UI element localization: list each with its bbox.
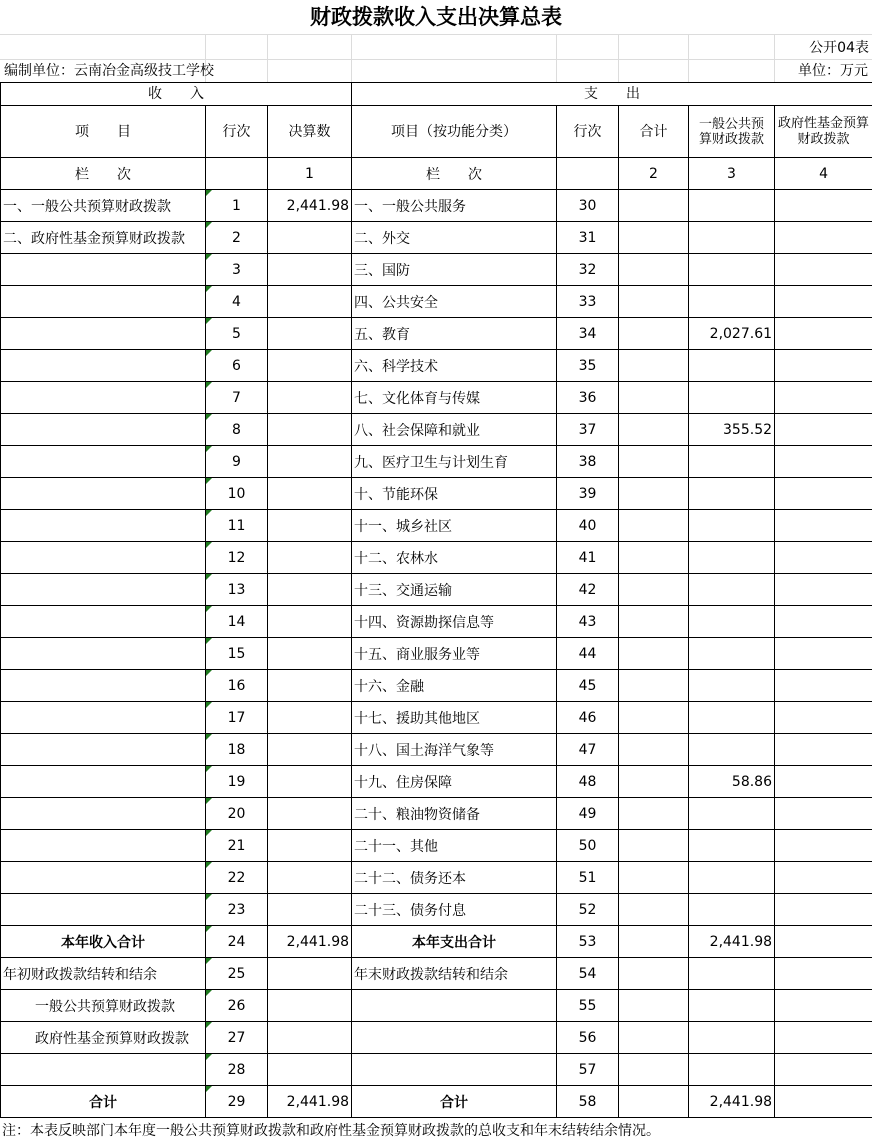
income-row-no-cell: 8 xyxy=(206,414,268,446)
expense-total-cell xyxy=(619,798,689,830)
expense-total-cell xyxy=(619,1086,689,1118)
income-amount-cell xyxy=(268,830,352,862)
expense-gov-fund-cell xyxy=(775,606,872,638)
income-row-no-cell: 28 xyxy=(206,1054,268,1086)
income-item-cell xyxy=(1,734,206,766)
expense-total-cell xyxy=(619,414,689,446)
column-label: 栏 次 xyxy=(1,158,206,190)
empty-cell xyxy=(557,158,619,190)
expense-general-budget-cell: 58.86 xyxy=(689,766,775,798)
table-row xyxy=(1,990,872,1022)
income-amount-cell xyxy=(268,446,352,478)
expense-gov-fund-cell xyxy=(775,862,872,894)
column-index: 2 xyxy=(619,158,689,190)
expense-row-no-cell: 41 xyxy=(557,542,619,574)
expense-gov-fund-cell xyxy=(775,1022,872,1054)
expense-general-budget-cell xyxy=(689,830,775,862)
income-row-no-cell: 13 xyxy=(206,574,268,606)
expense-total-cell xyxy=(619,734,689,766)
income-amount-cell xyxy=(268,670,352,702)
expense-row-no-cell: 58 xyxy=(557,1086,619,1118)
expense-general-budget-cell xyxy=(689,606,775,638)
expense-item-cell: 十二、农林水 xyxy=(352,542,557,574)
expense-total-cell xyxy=(619,222,689,254)
expense-item-cell: 十六、金融 xyxy=(352,670,557,702)
expense-row-no-cell: 52 xyxy=(557,894,619,926)
expense-item-cell: 二十三、债务付息 xyxy=(352,894,557,926)
income-item-cell: 二、政府性基金预算财政拨款 xyxy=(1,222,206,254)
income-item-cell xyxy=(1,798,206,830)
income-item-cell xyxy=(1,574,206,606)
expense-gov-fund-cell xyxy=(775,318,872,350)
expense-item-cell: 十九、住房保障 xyxy=(352,766,557,798)
expense-row-no-cell: 49 xyxy=(557,798,619,830)
expense-general-budget-cell xyxy=(689,1054,775,1086)
expense-item-cell: 年末财政拨款结转和结余 xyxy=(352,958,557,990)
table-row xyxy=(1,638,872,670)
table-row xyxy=(1,894,872,926)
expense-total-cell xyxy=(619,702,689,734)
income-amount-cell xyxy=(268,222,352,254)
income-item-header: 项 目 xyxy=(1,106,206,158)
expense-row-no-cell: 42 xyxy=(557,574,619,606)
expense-gov-fund-cell xyxy=(775,638,872,670)
expense-row-no-cell: 33 xyxy=(557,286,619,318)
expense-gov-fund-cell xyxy=(775,478,872,510)
table-row xyxy=(1,574,872,606)
expense-item-cell: 五、教育 xyxy=(352,318,557,350)
table-row xyxy=(1,478,872,510)
expense-item-cell: 二十一、其他 xyxy=(352,830,557,862)
expense-total-cell xyxy=(619,766,689,798)
income-item-cell: 一般公共预算财政拨款 xyxy=(1,990,206,1022)
expense-item-cell: 二十二、债务还本 xyxy=(352,862,557,894)
table-row xyxy=(1,350,872,382)
expense-gov-fund-cell xyxy=(775,382,872,414)
expense-row-no-cell: 37 xyxy=(557,414,619,446)
income-amount-cell xyxy=(268,1054,352,1086)
column-index: 1 xyxy=(268,158,352,190)
expense-total-cell xyxy=(619,478,689,510)
expense-gov-fund-cell xyxy=(775,286,872,318)
expense-gov-fund-cell xyxy=(775,510,872,542)
expense-gov-fund-cell xyxy=(775,542,872,574)
expense-general-budget-cell xyxy=(689,478,775,510)
income-amount-cell xyxy=(268,958,352,990)
expense-row-no-cell: 34 xyxy=(557,318,619,350)
expense-gov-fund-cell xyxy=(775,894,872,926)
income-item-cell xyxy=(1,766,206,798)
income-amount-cell xyxy=(268,606,352,638)
income-item-cell xyxy=(1,702,206,734)
income-amount-cell xyxy=(268,734,352,766)
column-header-row xyxy=(1,106,872,158)
income-header: 收 入 xyxy=(1,83,352,106)
expense-item-cell: 十八、国土海洋气象等 xyxy=(352,734,557,766)
expense-item-cell: 十七、援助其他地区 xyxy=(352,702,557,734)
expense-total-cell xyxy=(619,1054,689,1086)
income-amount-cell xyxy=(268,702,352,734)
expense-gov-fund-cell xyxy=(775,734,872,766)
table-row xyxy=(1,830,872,862)
table-row xyxy=(1,862,872,894)
income-row-no-cell: 6 xyxy=(206,350,268,382)
total-header: 合计 xyxy=(619,106,689,158)
income-amount-cell xyxy=(268,798,352,830)
income-amount-cell xyxy=(268,638,352,670)
expense-gov-fund-cell xyxy=(775,958,872,990)
expense-total-cell xyxy=(619,574,689,606)
income-item-cell xyxy=(1,446,206,478)
expense-total-cell xyxy=(619,254,689,286)
expense-row-no-cell: 47 xyxy=(557,734,619,766)
expense-gov-fund-cell xyxy=(775,830,872,862)
table-row xyxy=(1,766,872,798)
income-row-no-cell: 1 xyxy=(206,190,268,222)
table-row xyxy=(1,702,872,734)
expense-row-no-cell: 50 xyxy=(557,830,619,862)
table-row xyxy=(1,222,872,254)
expense-total-cell xyxy=(619,286,689,318)
expense-general-budget-cell xyxy=(689,254,775,286)
expense-item-cell xyxy=(352,1022,557,1054)
footnote: 注：本表反映部门本年度一般公共预算财政拨款和政府性基金预算财政拨款的总收支和年末结转结余情况。 xyxy=(2,1123,660,1139)
expense-general-budget-cell: 355.52 xyxy=(689,414,775,446)
expense-row-no-cell: 31 xyxy=(557,222,619,254)
expense-header: 支 出 xyxy=(352,83,872,106)
expense-item-cell: 九、医疗卫生与计划生育 xyxy=(352,446,557,478)
expense-item-cell: 十、节能环保 xyxy=(352,478,557,510)
expense-general-budget-cell xyxy=(689,286,775,318)
table-row xyxy=(1,1022,872,1054)
empty-cell xyxy=(206,158,268,190)
income-amount-cell xyxy=(268,286,352,318)
income-item-cell: 政府性基金预算财政拨款 xyxy=(1,1022,206,1054)
income-row-no-cell: 9 xyxy=(206,446,268,478)
table-row xyxy=(1,798,872,830)
expense-item-cell: 本年支出合计 xyxy=(352,926,557,958)
income-item-cell xyxy=(1,606,206,638)
expense-gov-fund-cell xyxy=(775,414,872,446)
income-amount-cell xyxy=(268,574,352,606)
expense-total-cell xyxy=(619,382,689,414)
expense-item-cell: 七、文化体育与传媒 xyxy=(352,382,557,414)
expense-row-no-cell: 43 xyxy=(557,606,619,638)
expense-general-budget-cell xyxy=(689,798,775,830)
section-header-row xyxy=(1,83,872,106)
expense-total-cell xyxy=(619,190,689,222)
income-amount-cell xyxy=(268,510,352,542)
column-index: 4 xyxy=(775,158,872,190)
expense-row-no-cell: 38 xyxy=(557,446,619,478)
income-item-cell xyxy=(1,894,206,926)
table-row xyxy=(1,926,872,958)
expense-gov-fund-cell xyxy=(775,446,872,478)
expense-general-budget-cell xyxy=(689,990,775,1022)
income-item-cell xyxy=(1,478,206,510)
general-budget-header: 一般公共预算财政拨款 xyxy=(689,106,775,158)
expense-gov-fund-cell xyxy=(775,254,872,286)
expense-row-no-cell: 32 xyxy=(557,254,619,286)
expense-item-cell: 三、国防 xyxy=(352,254,557,286)
expense-gov-fund-cell xyxy=(775,990,872,1022)
expense-gov-fund-cell xyxy=(775,574,872,606)
income-row-no-cell: 2 xyxy=(206,222,268,254)
income-amount-cell xyxy=(268,990,352,1022)
income-item-cell: 合计 xyxy=(1,1086,206,1118)
expense-row-no-cell: 53 xyxy=(557,926,619,958)
income-item-cell: 本年收入合计 xyxy=(1,926,206,958)
table-row xyxy=(1,958,872,990)
expense-general-budget-cell xyxy=(689,894,775,926)
income-row-no-cell: 26 xyxy=(206,990,268,1022)
expense-item-header: 项目（按功能分类） xyxy=(352,106,557,158)
expense-general-budget-cell xyxy=(689,958,775,990)
income-amount-cell xyxy=(268,382,352,414)
income-item-cell xyxy=(1,1054,206,1086)
expense-general-budget-cell xyxy=(689,638,775,670)
expense-row-no-cell: 56 xyxy=(557,1022,619,1054)
expense-gov-fund-cell xyxy=(775,350,872,382)
expense-item-cell: 十五、商业服务业等 xyxy=(352,638,557,670)
unit-label: 单位：万元 xyxy=(798,63,868,79)
income-row-no-cell: 10 xyxy=(206,478,268,510)
expense-item-cell: 十四、资源勘探信息等 xyxy=(352,606,557,638)
income-amount-cell: 2,441.98 xyxy=(268,190,352,222)
expense-total-cell xyxy=(619,894,689,926)
column-index-row xyxy=(1,158,872,190)
column-index: 3 xyxy=(689,158,775,190)
expense-row-no-cell: 54 xyxy=(557,958,619,990)
income-item-cell xyxy=(1,830,206,862)
expense-general-budget-cell xyxy=(689,382,775,414)
income-item-cell xyxy=(1,414,206,446)
final-amount-header: 决算数 xyxy=(268,106,352,158)
expense-row-no-cell: 44 xyxy=(557,638,619,670)
expense-gov-fund-cell xyxy=(775,190,872,222)
income-item-cell: 年初财政拨款结转和结余 xyxy=(1,958,206,990)
expense-row-no-cell: 48 xyxy=(557,766,619,798)
table-row xyxy=(1,734,872,766)
income-row-no-cell: 15 xyxy=(206,638,268,670)
expense-general-budget-cell xyxy=(689,1022,775,1054)
org-name: 编制单位：云南冶金高级技工学校 xyxy=(4,63,214,79)
expense-total-cell xyxy=(619,446,689,478)
table-row xyxy=(1,670,872,702)
expense-row-no-cell: 51 xyxy=(557,862,619,894)
expense-general-budget-cell xyxy=(689,190,775,222)
expense-item-cell: 十一、城乡社区 xyxy=(352,510,557,542)
income-row-no-cell: 4 xyxy=(206,286,268,318)
table-row xyxy=(1,414,872,446)
expense-general-budget-cell: 2,441.98 xyxy=(689,1086,775,1118)
expense-general-budget-cell xyxy=(689,510,775,542)
table-row xyxy=(1,1054,872,1086)
income-amount-cell xyxy=(268,862,352,894)
expense-total-cell xyxy=(619,542,689,574)
expense-general-budget-cell: 2,441.98 xyxy=(689,926,775,958)
income-item-cell xyxy=(1,318,206,350)
expense-general-budget-cell xyxy=(689,446,775,478)
expense-gov-fund-cell xyxy=(775,798,872,830)
expense-general-budget-cell xyxy=(689,542,775,574)
expense-item-cell: 二十、粮油物资储备 xyxy=(352,798,557,830)
expense-general-budget-cell xyxy=(689,670,775,702)
table-row xyxy=(1,382,872,414)
table-row xyxy=(1,606,872,638)
expense-total-cell xyxy=(619,318,689,350)
form-number: 公开04表 xyxy=(809,40,869,56)
expense-total-cell xyxy=(619,830,689,862)
expense-row-no-cell: 39 xyxy=(557,478,619,510)
income-row-no-cell: 29 xyxy=(206,1086,268,1118)
expense-total-cell xyxy=(619,990,689,1022)
income-row-no-cell: 3 xyxy=(206,254,268,286)
income-amount-cell: 2,441.98 xyxy=(268,1086,352,1118)
expense-row-no-cell: 30 xyxy=(557,190,619,222)
expense-gov-fund-cell xyxy=(775,1054,872,1086)
table-row xyxy=(1,542,872,574)
income-amount-cell xyxy=(268,478,352,510)
income-amount-cell xyxy=(268,894,352,926)
income-row-no-cell: 27 xyxy=(206,1022,268,1054)
org-unit-row xyxy=(0,60,872,82)
expense-gov-fund-cell xyxy=(775,766,872,798)
income-item-cell xyxy=(1,542,206,574)
income-row-no-cell: 7 xyxy=(206,382,268,414)
expense-gov-fund-cell xyxy=(775,670,872,702)
income-item-cell xyxy=(1,862,206,894)
table-row xyxy=(1,318,872,350)
expense-item-cell: 一、一般公共服务 xyxy=(352,190,557,222)
income-item-cell xyxy=(1,254,206,286)
income-row-no-cell: 16 xyxy=(206,670,268,702)
expense-row-no-cell: 35 xyxy=(557,350,619,382)
expense-total-cell xyxy=(619,862,689,894)
expense-item-cell: 二、外交 xyxy=(352,222,557,254)
appropriation-table xyxy=(0,82,872,1118)
expense-row-no-cell: 45 xyxy=(557,670,619,702)
table-row xyxy=(1,254,872,286)
expense-item-cell: 八、社会保障和就业 xyxy=(352,414,557,446)
expense-general-budget-cell xyxy=(689,702,775,734)
income-item-cell xyxy=(1,670,206,702)
expense-general-budget-cell xyxy=(689,862,775,894)
income-amount-cell xyxy=(268,414,352,446)
income-row-no-cell: 22 xyxy=(206,862,268,894)
income-amount-cell xyxy=(268,542,352,574)
expense-item-cell xyxy=(352,1054,557,1086)
gov-fund-header: 政府性基金预算财政拨款 xyxy=(775,106,872,158)
income-item-cell xyxy=(1,510,206,542)
income-row-no-cell: 21 xyxy=(206,830,268,862)
income-amount-cell: 2,441.98 xyxy=(268,926,352,958)
expense-total-cell xyxy=(619,510,689,542)
income-row-no-cell: 20 xyxy=(206,798,268,830)
report-title: 财政拨款收入支出决算总表 xyxy=(310,5,562,29)
table-row xyxy=(1,286,872,318)
income-item-cell xyxy=(1,286,206,318)
income-item-cell xyxy=(1,638,206,670)
expense-total-cell xyxy=(619,926,689,958)
income-row-no-cell: 19 xyxy=(206,766,268,798)
expense-row-no-header: 行次 xyxy=(557,106,619,158)
income-amount-cell xyxy=(268,254,352,286)
expense-row-no-cell: 55 xyxy=(557,990,619,1022)
expense-item-cell xyxy=(352,990,557,1022)
expense-general-budget-cell xyxy=(689,574,775,606)
income-row-no-cell: 23 xyxy=(206,894,268,926)
expense-total-cell xyxy=(619,606,689,638)
expense-row-no-cell: 40 xyxy=(557,510,619,542)
expense-item-cell: 四、公共安全 xyxy=(352,286,557,318)
expense-total-cell xyxy=(619,1022,689,1054)
table-row xyxy=(1,1086,872,1118)
income-row-no-cell: 5 xyxy=(206,318,268,350)
expense-total-cell xyxy=(619,638,689,670)
table-row xyxy=(1,190,872,222)
expense-gov-fund-cell xyxy=(775,926,872,958)
expense-gov-fund-cell xyxy=(775,222,872,254)
expense-total-cell xyxy=(619,670,689,702)
income-row-no-cell: 14 xyxy=(206,606,268,638)
table-row xyxy=(1,510,872,542)
income-item-cell xyxy=(1,350,206,382)
expense-item-cell: 合计 xyxy=(352,1086,557,1118)
income-row-no-cell: 12 xyxy=(206,542,268,574)
expense-item-cell: 六、科学技术 xyxy=(352,350,557,382)
expense-general-budget-cell xyxy=(689,350,775,382)
income-row-no-cell: 24 xyxy=(206,926,268,958)
expense-general-budget-cell: 2,027.61 xyxy=(689,318,775,350)
expense-general-budget-cell xyxy=(689,222,775,254)
expense-item-cell: 十三、交通运输 xyxy=(352,574,557,606)
expense-row-no-cell: 36 xyxy=(557,382,619,414)
income-amount-cell xyxy=(268,766,352,798)
income-amount-cell xyxy=(268,1022,352,1054)
grid-line xyxy=(0,34,872,35)
expense-total-cell xyxy=(619,958,689,990)
income-row-no-cell: 18 xyxy=(206,734,268,766)
income-item-cell xyxy=(1,382,206,414)
income-item-cell: 一、一般公共预算财政拨款 xyxy=(1,190,206,222)
income-amount-cell xyxy=(268,318,352,350)
expense-total-cell xyxy=(619,350,689,382)
expense-gov-fund-cell xyxy=(775,702,872,734)
expense-row-no-cell: 46 xyxy=(557,702,619,734)
income-amount-cell xyxy=(268,350,352,382)
income-row-no-header: 行次 xyxy=(206,106,268,158)
income-row-no-cell: 25 xyxy=(206,958,268,990)
expense-gov-fund-cell xyxy=(775,1086,872,1118)
income-row-no-cell: 11 xyxy=(206,510,268,542)
column-label: 栏 次 xyxy=(352,158,557,190)
income-row-no-cell: 17 xyxy=(206,702,268,734)
table-row xyxy=(1,446,872,478)
expense-row-no-cell: 57 xyxy=(557,1054,619,1086)
expense-general-budget-cell xyxy=(689,734,775,766)
